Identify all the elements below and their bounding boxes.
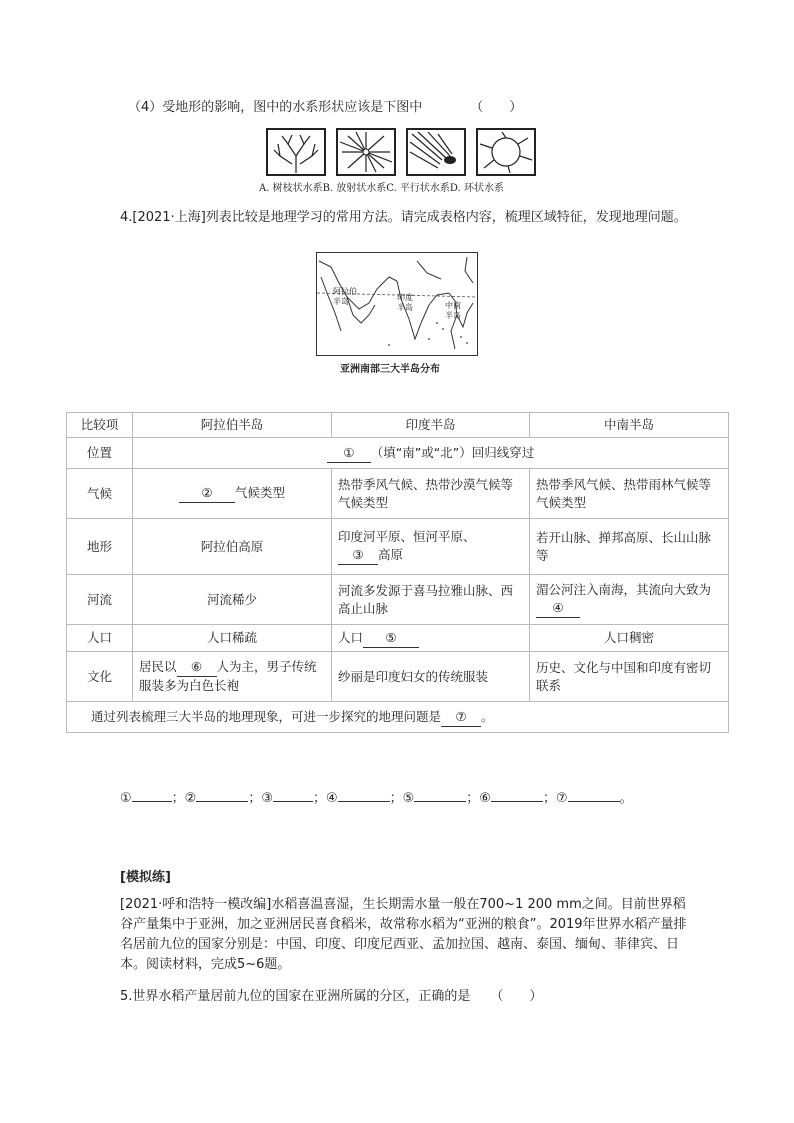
answer-label: ；④ <box>312 791 338 806</box>
answer-blank[interactable] <box>568 801 620 802</box>
table-cell: 热带季风气候、热带沙漠气候等气候类型 <box>332 469 530 519</box>
radial-drainage-image <box>336 128 396 176</box>
table-cell <box>133 652 332 702</box>
table-cell: 河流稀少 <box>133 575 332 625</box>
blank-7: ⑦ <box>441 708 481 727</box>
answer-label: ；⑤ <box>389 791 415 806</box>
table-row <box>67 519 729 575</box>
answer-blank[interactable] <box>132 801 172 802</box>
answer-label: ；⑥ <box>466 791 491 806</box>
map-label-india: 印度半岛 <box>397 293 413 312</box>
map-caption: 亚洲南部三大半岛分布 <box>340 364 440 375</box>
drainage-options-caption: A. 树枝状水系B. 放射状水系C. 平行状水系D. 环状水系 <box>259 183 504 194</box>
material-paragraph: [2021·呼和浩特一模改编]水稻喜温喜湿，生长期需水量一般在700~1 200 mm之间。目前世界稻谷产量集中于亚洲，加之亚洲居民喜食稻米，故常称水稻为“亚洲的粮食”。2019年世界水稻产量排名居前九位的国家分别是：中国、印度、印度尼西亚、孟加拉国、越南、泰国、缅甸、菲律宾、日本。阅读材料，完成5~6题。 <box>120 897 687 972</box>
row-label: 地形 <box>67 519 133 575</box>
table-cell <box>133 438 729 469</box>
row-label: 河流 <box>67 575 133 625</box>
question-5-text: 5.世界水稻产量居前九位的国家在亚洲所属的分区，正确的是 <box>120 989 471 1004</box>
table-cell: 河流多发源于喜马拉雅山脉、西高止山脉 <box>332 575 530 625</box>
row-label: 气候 <box>67 469 133 519</box>
table-row <box>67 652 729 702</box>
dendritic-drainage-image <box>266 128 326 176</box>
blank-6: ⑥ <box>177 658 217 677</box>
answer-blank[interactable] <box>491 801 543 802</box>
map-label-indochina: 中南半岛 <box>445 301 461 320</box>
table-header-row <box>67 413 729 438</box>
answer-blank[interactable] <box>273 801 313 802</box>
cell-text: 印度河平原、恒河平原、 <box>338 529 476 544</box>
annular-drainage-image <box>476 128 536 176</box>
table-cell <box>133 469 332 519</box>
answer-line <box>120 787 633 806</box>
cell-text: 通过列表梳理三大半岛的地理现象，可进一步探究的地理问题是 <box>91 708 442 724</box>
comparison-table <box>66 412 729 733</box>
table-cell: 热带季风气候、热带雨林气候等气候类型 <box>530 469 729 519</box>
header-cell: 印度半岛 <box>332 413 530 438</box>
answer-label: ① <box>120 791 132 806</box>
answer-label: ；③ <box>248 791 273 806</box>
answer-paren: （ ） <box>490 989 543 1004</box>
blank-1: ① <box>327 444 371 463</box>
table-row <box>67 469 729 519</box>
answer-label: ；② <box>171 791 197 806</box>
question-4 <box>128 96 522 115</box>
parallel-drainage-image <box>406 128 466 176</box>
answer-blank[interactable] <box>196 801 248 802</box>
row-label: 位置 <box>67 438 133 469</box>
map-label-arabia: 阿拉伯半岛 <box>333 287 357 306</box>
answer-label: 。 <box>619 791 633 806</box>
answer-label: ；⑦ <box>542 791 568 806</box>
cell-text: 人为主，男子传统服装多为白色长袍 <box>139 659 317 693</box>
header-cell: 阿拉伯半岛 <box>133 413 332 438</box>
question-4-text: （4）受地形的影响，图中的水系形状应该是下图中 <box>128 100 423 115</box>
table-cell: 人口稀疏 <box>133 625 332 652</box>
question-5 <box>120 985 542 1004</box>
blank-4: ④ <box>536 599 580 618</box>
row-label: 人口 <box>67 625 133 652</box>
blank-5: ⑤ <box>363 629 419 648</box>
cell-text: 人口 <box>338 629 364 645</box>
table-row <box>67 625 729 652</box>
cell-text: 气候类型 <box>234 485 285 500</box>
answer-blank[interactable] <box>414 801 466 802</box>
cell-text: （填“南”或“北”）回归线穿过 <box>370 444 535 460</box>
table-cell: 阿拉伯高原 <box>133 519 332 575</box>
question-4-intro: 4.[2021·上海]列表比较是地理学习的常用方法。请完成表格内容，梳理区域特征，发现地理问题。 <box>120 210 687 225</box>
table-cell: 历史、文化与中国和印度有密切联系 <box>530 652 729 702</box>
table-row <box>67 575 729 625</box>
table-cell <box>67 702 729 733</box>
section-heading: [模拟练] <box>120 870 171 885</box>
cell-text: 居民以 <box>139 659 177 674</box>
table-cell: 人口稠密 <box>530 625 729 652</box>
cell-text: 湄公河注入南海，其流向大致为 <box>536 582 712 597</box>
blank-3: ③ <box>338 546 378 565</box>
table-footer-row <box>67 702 729 733</box>
peninsulas-map <box>316 252 478 356</box>
header-cell: 中南半岛 <box>530 413 729 438</box>
table-cell: 纱丽是印度妇女的传统服装 <box>332 652 530 702</box>
blank-2: ② <box>179 484 235 503</box>
table-cell <box>332 625 530 652</box>
table-cell <box>530 575 729 625</box>
cell-text: 高原 <box>378 547 404 562</box>
row-label: 文化 <box>67 652 133 702</box>
table-cell <box>332 519 530 575</box>
cell-text: 。 <box>481 708 494 724</box>
header-cell: 比较项 <box>67 413 133 438</box>
answer-blank[interactable] <box>338 801 390 802</box>
table-row <box>67 438 729 469</box>
answer-paren: （ ） <box>470 100 523 115</box>
table-cell: 若开山脉、掸邦高原、长山山脉等 <box>530 519 729 575</box>
